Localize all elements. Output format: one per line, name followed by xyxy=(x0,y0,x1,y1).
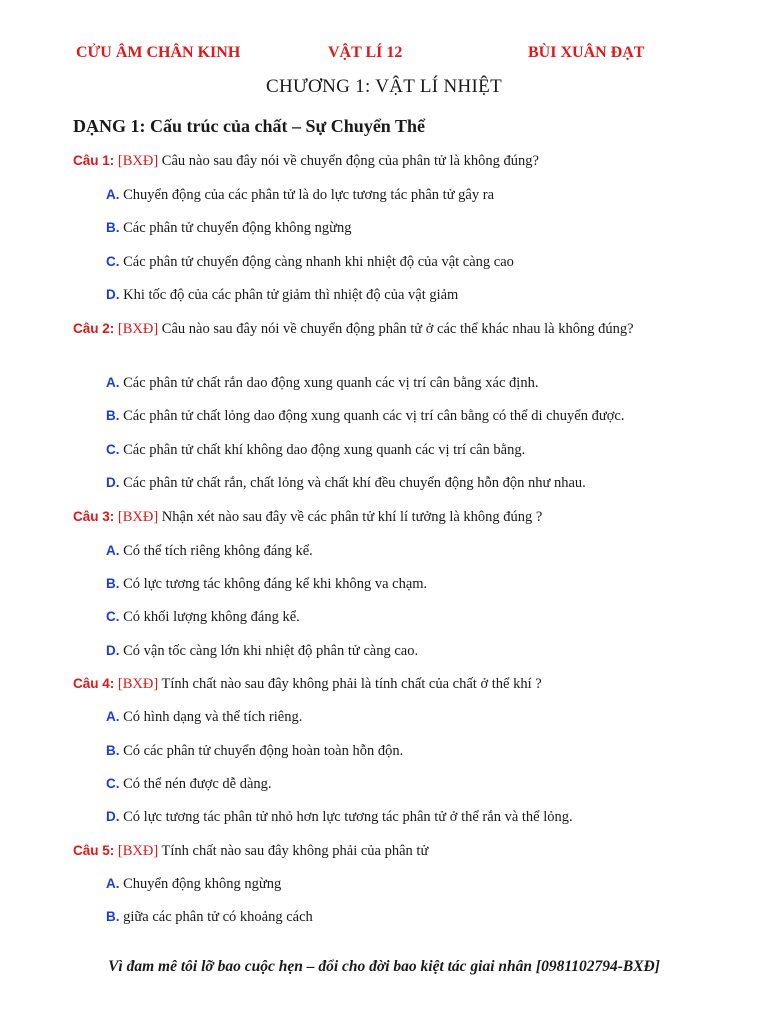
page-header xyxy=(0,44,768,66)
question-tag: [BXĐ] xyxy=(117,676,159,692)
option-text: Các phân tử chất lỏng dao động xung quanh các vị trí cân bằng có thể di chuyển được. xyxy=(123,408,625,424)
option-label: B. xyxy=(106,408,120,423)
option-label: C. xyxy=(106,442,120,457)
option-label: D. xyxy=(106,643,120,658)
option-label: A. xyxy=(106,375,120,390)
chapter-title: CHƯƠNG 1: VẬT LÍ NHIỆT xyxy=(266,76,502,97)
question-4-option-b xyxy=(106,740,403,762)
option-text: Khi tốc độ của các phân tử giảm thì nhiệt độ của vật giảm xyxy=(123,287,459,303)
header-book-title: CỬU ÂM CHÂN KINH xyxy=(76,44,241,61)
question-5-option-b xyxy=(106,906,313,928)
option-label: D. xyxy=(106,287,120,302)
option-text: Các phân tử chuyển động không ngừng xyxy=(123,220,352,236)
question-2-option-b xyxy=(106,405,624,427)
option-text: Các phân tử chuyển động càng nhanh khi nhiệt độ của vật càng cao xyxy=(123,254,514,270)
page-footer: Vì đam mê tôi lỡ bao cuộc hẹn – đổi cho đời bao kiệt tác giai nhân [0981102794-BXĐ] xyxy=(108,958,660,975)
question-3-option-b xyxy=(106,573,427,595)
option-text: Các phân tử chất rắn dao động xung quanh các vị trí cân bằng xác định. xyxy=(123,375,539,391)
question-4-option-d xyxy=(106,806,573,828)
question-2-option-d xyxy=(106,472,586,494)
option-label: B. xyxy=(106,743,120,758)
question-1 xyxy=(73,150,663,172)
option-label: D. xyxy=(106,809,120,824)
section-title: DẠNG 1: Cấu trúc của chất – Sự Chuyển Thể xyxy=(73,116,425,136)
question-3 xyxy=(73,506,663,528)
question-label: Câu 2: xyxy=(73,321,115,336)
question-2 xyxy=(73,318,663,340)
question-text: Tính chất nào sau đây không phải của phân tử xyxy=(161,843,429,859)
option-label: C. xyxy=(106,609,120,624)
question-1-option-c xyxy=(106,251,514,273)
option-label: A. xyxy=(106,876,120,891)
option-text: Có thể tích riêng không đáng kể. xyxy=(123,543,313,559)
option-label: A. xyxy=(106,709,120,724)
option-text: Có lực tương tác không đáng kể khi không va chạm. xyxy=(123,576,428,592)
option-label: C. xyxy=(106,776,120,791)
question-1-option-a xyxy=(106,184,494,206)
question-text: Nhận xét nào sau đây về các phân tử khí lí tưởng là không đúng ? xyxy=(161,509,543,525)
question-5-option-a xyxy=(106,873,281,895)
option-label: D. xyxy=(106,475,120,490)
question-label: Câu 3: xyxy=(73,509,115,524)
question-tag: [BXĐ] xyxy=(117,321,159,337)
option-label: B. xyxy=(106,220,120,235)
option-text: giữa các phân tử có khoảng cách xyxy=(123,909,313,925)
option-text: Có lực tương tác phân tử nhỏ hơn lực tương tác phân tử ở thể rắn và thể lỏng. xyxy=(123,809,573,825)
question-tag: [BXĐ] xyxy=(117,153,159,169)
option-text: Có vận tốc càng lớn khi nhiệt độ phân tử càng cao. xyxy=(123,643,419,659)
question-3-option-c xyxy=(106,606,300,628)
question-2-option-a xyxy=(106,372,538,394)
question-text: Câu nào sau đây nói về chuyển động của phân tử là không đúng? xyxy=(161,153,539,169)
option-label: C. xyxy=(106,254,120,269)
option-text: Có các phân tử chuyển động hoàn toàn hỗn độn. xyxy=(123,743,404,759)
option-text: Có hình dạng và thể tích riêng. xyxy=(123,709,303,725)
option-label: B. xyxy=(106,576,120,591)
question-5 xyxy=(73,840,663,862)
question-text: Câu nào sau đây nói về chuyển động phân tử ở các thể khác nhau là không đúng? xyxy=(161,321,634,337)
question-tag: [BXĐ] xyxy=(117,843,159,859)
question-text: Tính chất nào sau đây không phải là tính chất của chất ở thể khí ? xyxy=(161,676,542,692)
question-1-option-d xyxy=(106,284,458,306)
question-2-option-c xyxy=(106,439,525,461)
option-text: Có khối lượng không đáng kể. xyxy=(123,609,300,625)
question-label: Câu 5: xyxy=(73,843,115,858)
option-label: A. xyxy=(106,187,120,202)
option-label: A. xyxy=(106,543,120,558)
question-tag: [BXĐ] xyxy=(117,509,159,525)
question-label: Câu 4: xyxy=(73,676,115,691)
header-subject: VẬT LÍ 12 xyxy=(328,44,403,61)
option-text: Các phân tử chất khí không dao động xung quanh các vị trí cân bằng. xyxy=(123,442,526,458)
header-author: BÙI XUÂN ĐẠT xyxy=(528,44,645,61)
question-4-option-a xyxy=(106,706,302,728)
question-3-option-a xyxy=(106,540,313,562)
option-text: Chuyển động của các phân tử là do lực tương tác phân tử gây ra xyxy=(123,187,495,203)
option-text: Có thể nén được dễ dàng. xyxy=(123,776,272,792)
option-label: B. xyxy=(106,909,120,924)
option-text: Chuyển động không ngừng xyxy=(123,876,282,892)
question-3-option-d xyxy=(106,640,418,662)
question-label: Câu 1: xyxy=(73,153,115,168)
question-1-option-b xyxy=(106,217,351,239)
question-4 xyxy=(73,673,663,695)
question-4-option-c xyxy=(106,773,272,795)
option-text: Các phân tử chất rắn, chất lỏng và chất khí đều chuyển động hỗn độn như nhau. xyxy=(123,475,586,491)
